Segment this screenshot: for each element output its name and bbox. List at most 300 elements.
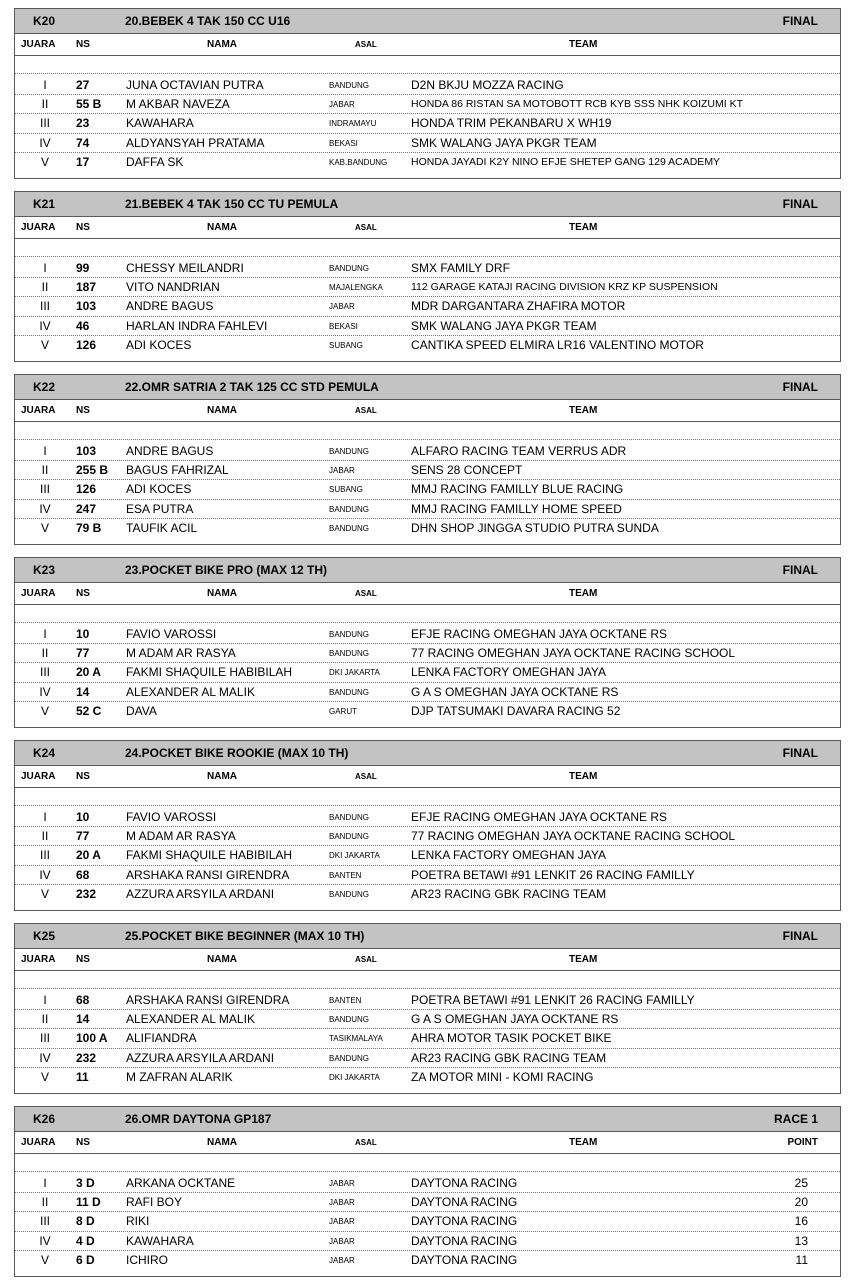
stage-label: FINAL (782, 14, 818, 28)
number-cell: 255 B (76, 463, 109, 478)
number-cell: 79 B (76, 520, 102, 535)
number-cell: 187 (76, 280, 97, 295)
name-cell: ANDRE BAGUS (126, 444, 214, 458)
origin-cell: JABAR (329, 302, 355, 312)
col-team: TEAM (569, 405, 598, 416)
rank-cell: IV (39, 135, 51, 150)
rank-cell: I (43, 810, 47, 824)
section-header (15, 9, 840, 34)
point-cell: 13 (794, 1233, 808, 1248)
point-cell: 20 (794, 1195, 808, 1210)
table-row (15, 480, 840, 499)
team-cell: DAYTONA RACING (411, 1195, 518, 1210)
col-team: TEAM (569, 954, 598, 965)
origin-cell: SUBANG (329, 485, 363, 495)
rank-cell: II (41, 463, 49, 478)
name-cell: M AKBAR NAVEZA (126, 97, 230, 112)
rank-cell: III (39, 665, 50, 680)
class-code: K26 (33, 1112, 56, 1126)
class-title: 22.OMR SATRIA 2 TAK 125 CC STD PEMULA (125, 380, 379, 394)
name-cell: FAVIO VAROSSI (126, 810, 217, 824)
team-cell: LENKA FACTORY OMEGHAN JAYA (411, 848, 606, 863)
origin-cell: KAB.BANDUNG (329, 157, 388, 167)
class-code: K25 (33, 929, 56, 943)
number-cell: 14 (76, 1012, 90, 1027)
team-cell: D2N BKJU MOZZA RACING (411, 78, 564, 92)
rank-cell: IV (39, 867, 51, 882)
number-cell: 126 (76, 337, 97, 352)
col-asal: ASAL (355, 589, 377, 598)
origin-cell: BANDUNG (329, 504, 370, 514)
rank-cell: IV (39, 1050, 51, 1065)
table-row (15, 114, 840, 133)
team-cell: MMJ RACING FAMILLY BLUE RACING (411, 482, 624, 497)
class-title: 20.BEBEK 4 TAK 150 CC U16 (125, 14, 291, 28)
name-cell: RIKI (126, 1214, 150, 1229)
team-cell: DAYTONA RACING (411, 1214, 518, 1229)
rank-cell: V (40, 1252, 49, 1267)
table-row (15, 1251, 840, 1270)
result-section (14, 191, 841, 362)
origin-cell: BANDUNG (329, 1053, 370, 1063)
rank-cell: IV (39, 684, 51, 699)
name-cell: ARSHAKA RANSI GIRENDRA (126, 993, 290, 1007)
rank-cell: IV (39, 1233, 51, 1248)
table-row (15, 76, 840, 95)
origin-cell: BANDUNG (329, 630, 370, 639)
table-row (15, 259, 840, 278)
blank-row (15, 239, 840, 257)
origin-cell: JABAR (329, 1255, 355, 1265)
col-nama: NAMA (207, 39, 237, 50)
name-cell: FAVIO VAROSSI (126, 627, 217, 641)
table-row (15, 317, 840, 336)
column-header (15, 217, 840, 239)
section-header (15, 1107, 840, 1132)
col-ns: NS (76, 222, 90, 233)
name-cell: M ZAFRAN ALARIK (126, 1069, 233, 1084)
origin-cell: DKI JAKARTA (329, 851, 380, 861)
number-cell: 126 (76, 482, 97, 497)
number-cell: 10 (76, 627, 90, 641)
table-row (15, 866, 840, 885)
table-row (15, 1193, 840, 1212)
table-row (15, 702, 840, 721)
origin-cell: MAJALENGKA (329, 283, 383, 293)
team-cell: MMJ RACING FAMILLY HOME SPEED (411, 501, 622, 516)
number-cell: 52 C (76, 703, 102, 718)
col-juara: JUARA (21, 39, 56, 50)
table-row (15, 1068, 840, 1087)
rank-cell: III (39, 1031, 50, 1046)
team-cell: AR23 RACING GBK RACING TEAM (411, 1050, 607, 1065)
name-cell: ALDYANSYAH PRATAMA (126, 135, 265, 150)
team-cell: DAYTONA RACING (411, 1252, 518, 1267)
team-cell: DAYTONA RACING (411, 1233, 518, 1248)
rank-cell: I (43, 627, 47, 641)
rank-cell: II (41, 829, 49, 844)
team-cell: POETRA BETAWI #91 LENKIT 26 RACING FAMILLY (411, 993, 695, 1007)
origin-cell: BANDUNG (329, 264, 370, 273)
number-cell: 99 (76, 261, 90, 275)
team-cell: SMK WALANG JAYA PKGR TEAM (411, 318, 597, 333)
col-team: TEAM (569, 39, 598, 50)
result-section (14, 374, 841, 545)
section-header (15, 192, 840, 217)
team-cell: POETRA BETAWI #91 LENKIT 26 RACING FAMILLY (411, 867, 695, 882)
result-rows (15, 1174, 840, 1270)
stage-label: FINAL (782, 563, 818, 577)
point-cell: 25 (794, 1176, 808, 1190)
col-ns: NS (76, 588, 90, 599)
result-section (14, 8, 841, 179)
table-row (15, 683, 840, 702)
origin-cell: DKI JAKARTA (329, 668, 380, 678)
name-cell: RAFI BOY (126, 1195, 183, 1210)
name-cell: DAVA (126, 703, 157, 718)
rank-cell: V (40, 1069, 49, 1084)
name-cell: ALIFIANDRA (126, 1031, 197, 1046)
name-cell: KAWAHARA (126, 1233, 194, 1248)
origin-cell: BANDUNG (329, 813, 370, 822)
rank-cell: II (41, 1012, 49, 1027)
table-row (15, 336, 840, 355)
origin-cell: INDRAMAYU (329, 119, 377, 129)
blank-row (15, 788, 840, 806)
table-row (15, 644, 840, 663)
name-cell: ARKANA OCKTANE (126, 1176, 236, 1190)
blank-row (15, 971, 840, 989)
number-cell: 103 (76, 299, 97, 314)
team-cell: 77 RACING OMEGHAN JAYA OCKTANE RACING SCHOOL (411, 646, 736, 661)
rank-cell: V (40, 703, 49, 718)
name-cell: CHESSY MEILANDRI (126, 261, 244, 275)
point-cell: 16 (794, 1214, 808, 1229)
team-cell: SMX FAMILY DRF (411, 261, 510, 275)
origin-cell: BANDUNG (329, 649, 370, 659)
team-cell: AR23 RACING GBK RACING TEAM (411, 886, 607, 901)
origin-cell: JABAR (329, 1179, 355, 1188)
table-row (15, 153, 840, 172)
team-cell: LENKA FACTORY OMEGHAN JAYA (411, 665, 606, 680)
table-row (15, 461, 840, 480)
blank-row (15, 422, 840, 440)
origin-cell: BANTEN (329, 996, 362, 1005)
table-row (15, 663, 840, 682)
rank-cell: I (43, 78, 47, 92)
column-header (15, 1132, 840, 1154)
number-cell: 46 (76, 318, 90, 333)
table-row (15, 885, 840, 904)
team-cell: DHN SHOP JINGGA STUDIO PUTRA SUNDA (411, 520, 659, 535)
origin-cell: BANDUNG (329, 832, 370, 842)
table-row (15, 846, 840, 865)
col-ns: NS (76, 954, 90, 965)
col-nama: NAMA (207, 588, 237, 599)
column-header (15, 949, 840, 971)
table-row (15, 625, 840, 644)
rank-cell: III (39, 116, 50, 131)
name-cell: ALEXANDER AL MALIK (126, 684, 255, 699)
rank-cell: III (39, 848, 50, 863)
team-cell: MDR DARGANTARA ZHAFIRA MOTOR (411, 299, 626, 314)
rank-cell: II (41, 646, 49, 661)
number-cell: 23 (76, 116, 90, 131)
team-cell: SENS 28 CONCEPT (411, 463, 523, 478)
name-cell: FAKMI SHAQUILE HABIBILAH (126, 665, 293, 680)
col-ns: NS (76, 1137, 90, 1148)
team-cell: HONDA 86 RISTAN SA MOTOBOTT RCB KYB SSS NHK KOIZUMI KT (411, 98, 743, 111)
team-cell: DAYTONA RACING (411, 1176, 518, 1190)
number-cell: 6 D (76, 1252, 95, 1267)
class-title: 26.OMR DAYTONA GP187 (125, 1112, 272, 1126)
point-cell: 11 (795, 1252, 808, 1267)
number-cell: 100 A (76, 1031, 108, 1046)
col-team: TEAM (569, 1137, 598, 1148)
result-rows (15, 259, 840, 355)
number-cell: 77 (76, 829, 90, 844)
col-nama: NAMA (207, 1137, 237, 1148)
team-cell: EFJE RACING OMEGHAN JAYA OCKTANE RS (411, 810, 668, 824)
rank-cell: V (40, 520, 49, 535)
origin-cell: BANTEN (329, 870, 362, 880)
name-cell: BAGUS FAHRIZAL (126, 463, 229, 478)
table-row (15, 519, 840, 538)
rank-cell: IV (39, 318, 51, 333)
column-header (15, 34, 840, 56)
table-row (15, 1174, 840, 1193)
name-cell: ALEXANDER AL MALIK (126, 1012, 255, 1027)
result-section (14, 557, 841, 728)
rank-cell: I (43, 444, 47, 458)
col-asal: ASAL (355, 223, 377, 232)
team-cell: ZA MOTOR MINI - KOMI RACING (411, 1069, 594, 1084)
col-ns: NS (76, 771, 90, 782)
number-cell: 11 D (76, 1195, 101, 1210)
origin-cell: BANDUNG (329, 81, 370, 90)
table-row (15, 500, 840, 519)
col-point: POINT (787, 1137, 818, 1148)
result-section (14, 923, 841, 1094)
team-cell: 112 GARAGE KATAJI RACING DIVISION KRZ KP SUSPENSION (411, 281, 718, 294)
table-row (15, 1232, 840, 1251)
number-cell: 14 (76, 684, 90, 699)
table-row (15, 1212, 840, 1231)
number-cell: 4 D (76, 1233, 95, 1248)
origin-cell: DKI JAKARTA (329, 1072, 380, 1082)
class-title: 21.BEBEK 4 TAK 150 CC TU PEMULA (125, 197, 339, 211)
name-cell: VITO NANDRIAN (126, 280, 220, 295)
stage-label: FINAL (782, 380, 818, 394)
result-section (14, 1106, 841, 1277)
number-cell: 103 (76, 444, 97, 458)
col-juara: JUARA (21, 771, 56, 782)
origin-cell: SUBANG (329, 340, 363, 350)
class-title: 24.POCKET BIKE ROOKIE (MAX 10 TH) (125, 746, 349, 760)
column-header (15, 583, 840, 605)
number-cell: 232 (76, 886, 97, 901)
number-cell: 20 A (76, 848, 101, 863)
rank-cell: V (40, 337, 49, 352)
name-cell: M ADAM AR RASYA (126, 829, 236, 844)
col-juara: JUARA (21, 954, 56, 965)
section-header (15, 558, 840, 583)
result-rows (15, 808, 840, 904)
rank-cell: I (43, 261, 47, 275)
section-header (15, 924, 840, 949)
class-title: 25.POCKET BIKE BEGINNER (MAX 10 TH) (125, 929, 365, 943)
col-asal: ASAL (355, 406, 377, 415)
table-row (15, 991, 840, 1010)
name-cell: KAWAHARA (126, 116, 194, 131)
name-cell: ANDRE BAGUS (126, 299, 214, 314)
name-cell: AZZURA ARSYILA ARDANI (126, 886, 275, 901)
rank-cell: V (40, 886, 49, 901)
col-team: TEAM (569, 771, 598, 782)
class-code: K22 (33, 380, 56, 394)
table-row (15, 278, 840, 297)
number-cell: 27 (76, 78, 90, 92)
name-cell: ESA PUTRA (126, 501, 194, 516)
class-code: K23 (33, 563, 56, 577)
col-team: TEAM (569, 588, 598, 599)
result-rows (15, 625, 840, 721)
name-cell: HARLAN INDRA FAHLEVI (126, 318, 268, 333)
number-cell: 232 (76, 1050, 97, 1065)
team-cell: HONDA JAYADI K2Y NINO EFJE SHETEP GANG 129 ACADEMY (411, 155, 721, 168)
col-nama: NAMA (207, 222, 237, 233)
table-row (15, 1010, 840, 1029)
team-cell: AHRA MOTOR TASIK POCKET BIKE (411, 1031, 612, 1046)
col-ns: NS (76, 405, 90, 416)
team-cell: CANTIKA SPEED ELMIRA LR16 VALENTINO MOTOR (411, 337, 704, 352)
name-cell: JUNA OCTAVIAN PUTRA (126, 78, 264, 92)
table-row (15, 1049, 840, 1068)
table-row (15, 297, 840, 316)
col-juara: JUARA (21, 588, 56, 599)
stage-label: RACE 1 (773, 1112, 818, 1126)
table-row (15, 134, 840, 153)
number-cell: 20 A (76, 665, 101, 680)
origin-cell: BANDUNG (329, 447, 370, 456)
origin-cell: JABAR (329, 100, 355, 110)
table-row (15, 808, 840, 827)
name-cell: ARSHAKA RANSI GIRENDRA (126, 867, 290, 882)
name-cell: TAUFIK ACIL (126, 520, 198, 535)
rank-cell: IV (39, 501, 51, 516)
section-header (15, 741, 840, 766)
name-cell: ADI KOCES (126, 482, 192, 497)
rank-cell: III (39, 482, 50, 497)
origin-cell: BEKASI (329, 321, 358, 331)
name-cell: M ADAM AR RASYA (126, 646, 236, 661)
number-cell: 10 (76, 810, 90, 824)
number-cell: 77 (76, 646, 90, 661)
origin-cell: JABAR (329, 1236, 355, 1246)
col-asal: ASAL (355, 955, 377, 964)
number-cell: 247 (76, 501, 97, 516)
col-nama: NAMA (207, 954, 237, 965)
col-team: TEAM (569, 222, 598, 233)
class-code: K24 (33, 746, 56, 760)
rank-cell: III (39, 299, 50, 314)
name-cell: ADI KOCES (126, 337, 192, 352)
team-cell: SMK WALANG JAYA PKGR TEAM (411, 135, 597, 150)
number-cell: 11 (76, 1069, 89, 1084)
blank-row (15, 1154, 840, 1172)
team-cell: 77 RACING OMEGHAN JAYA OCKTANE RACING SCHOOL (411, 829, 736, 844)
rank-cell: I (43, 1176, 47, 1190)
origin-cell: BANDUNG (329, 687, 370, 697)
stage-label: FINAL (782, 746, 818, 760)
table-row (15, 95, 840, 114)
class-title: 23.POCKET BIKE PRO (MAX 12 TH) (125, 563, 328, 577)
result-rows (15, 442, 840, 538)
column-header (15, 400, 840, 422)
col-nama: NAMA (207, 405, 237, 416)
rank-cell: III (39, 1214, 50, 1229)
number-cell: 74 (76, 135, 90, 150)
rank-cell: I (43, 993, 47, 1007)
origin-cell: JABAR (329, 1198, 355, 1208)
col-asal: ASAL (355, 40, 377, 49)
col-asal: ASAL (355, 772, 377, 781)
result-rows (15, 991, 840, 1087)
name-cell: AZZURA ARSYILA ARDANI (126, 1050, 275, 1065)
class-code: K21 (33, 197, 56, 211)
number-cell: 8 D (76, 1214, 95, 1229)
blank-row (15, 605, 840, 623)
table-row (15, 442, 840, 461)
rank-cell: II (41, 280, 49, 295)
number-cell: 68 (76, 867, 90, 882)
class-code: K20 (33, 14, 56, 28)
rank-cell: II (41, 97, 49, 112)
column-header (15, 766, 840, 788)
team-cell: G A S OMEGHAN JAYA OCKTANE RS (411, 684, 619, 699)
origin-cell: TASIKMALAYA (329, 1034, 383, 1044)
rank-cell: V (40, 154, 49, 169)
col-nama: NAMA (207, 771, 237, 782)
blank-row (15, 56, 840, 74)
team-cell: HONDA TRIM PEKANBARU X WH19 (411, 116, 612, 131)
table-row (15, 1029, 840, 1048)
col-asal: ASAL (355, 1138, 377, 1147)
name-cell: DAFFA SK (126, 154, 184, 169)
stage-label: FINAL (782, 929, 818, 943)
team-cell: ALFARO RACING TEAM VERRUS ADR (411, 444, 627, 458)
number-cell: 55 B (76, 97, 102, 112)
col-ns: NS (76, 39, 90, 50)
result-section (14, 740, 841, 911)
name-cell: FAKMI SHAQUILE HABIBILAH (126, 848, 293, 863)
origin-cell: BANDUNG (329, 523, 370, 533)
col-juara: JUARA (21, 405, 56, 416)
number-cell: 68 (76, 993, 90, 1007)
origin-cell: BANDUNG (329, 889, 370, 899)
stage-label: FINAL (782, 197, 818, 211)
origin-cell: BEKASI (329, 138, 358, 148)
number-cell: 17 (76, 154, 90, 169)
origin-cell: JABAR (329, 466, 355, 476)
origin-cell: BANDUNG (329, 1015, 370, 1025)
team-cell: EFJE RACING OMEGHAN JAYA OCKTANE RS (411, 627, 668, 641)
origin-cell: GARUT (329, 706, 357, 716)
number-cell: 3 D (76, 1176, 95, 1190)
col-juara: JUARA (21, 1137, 56, 1148)
table-row (15, 827, 840, 846)
col-juara: JUARA (21, 222, 56, 233)
